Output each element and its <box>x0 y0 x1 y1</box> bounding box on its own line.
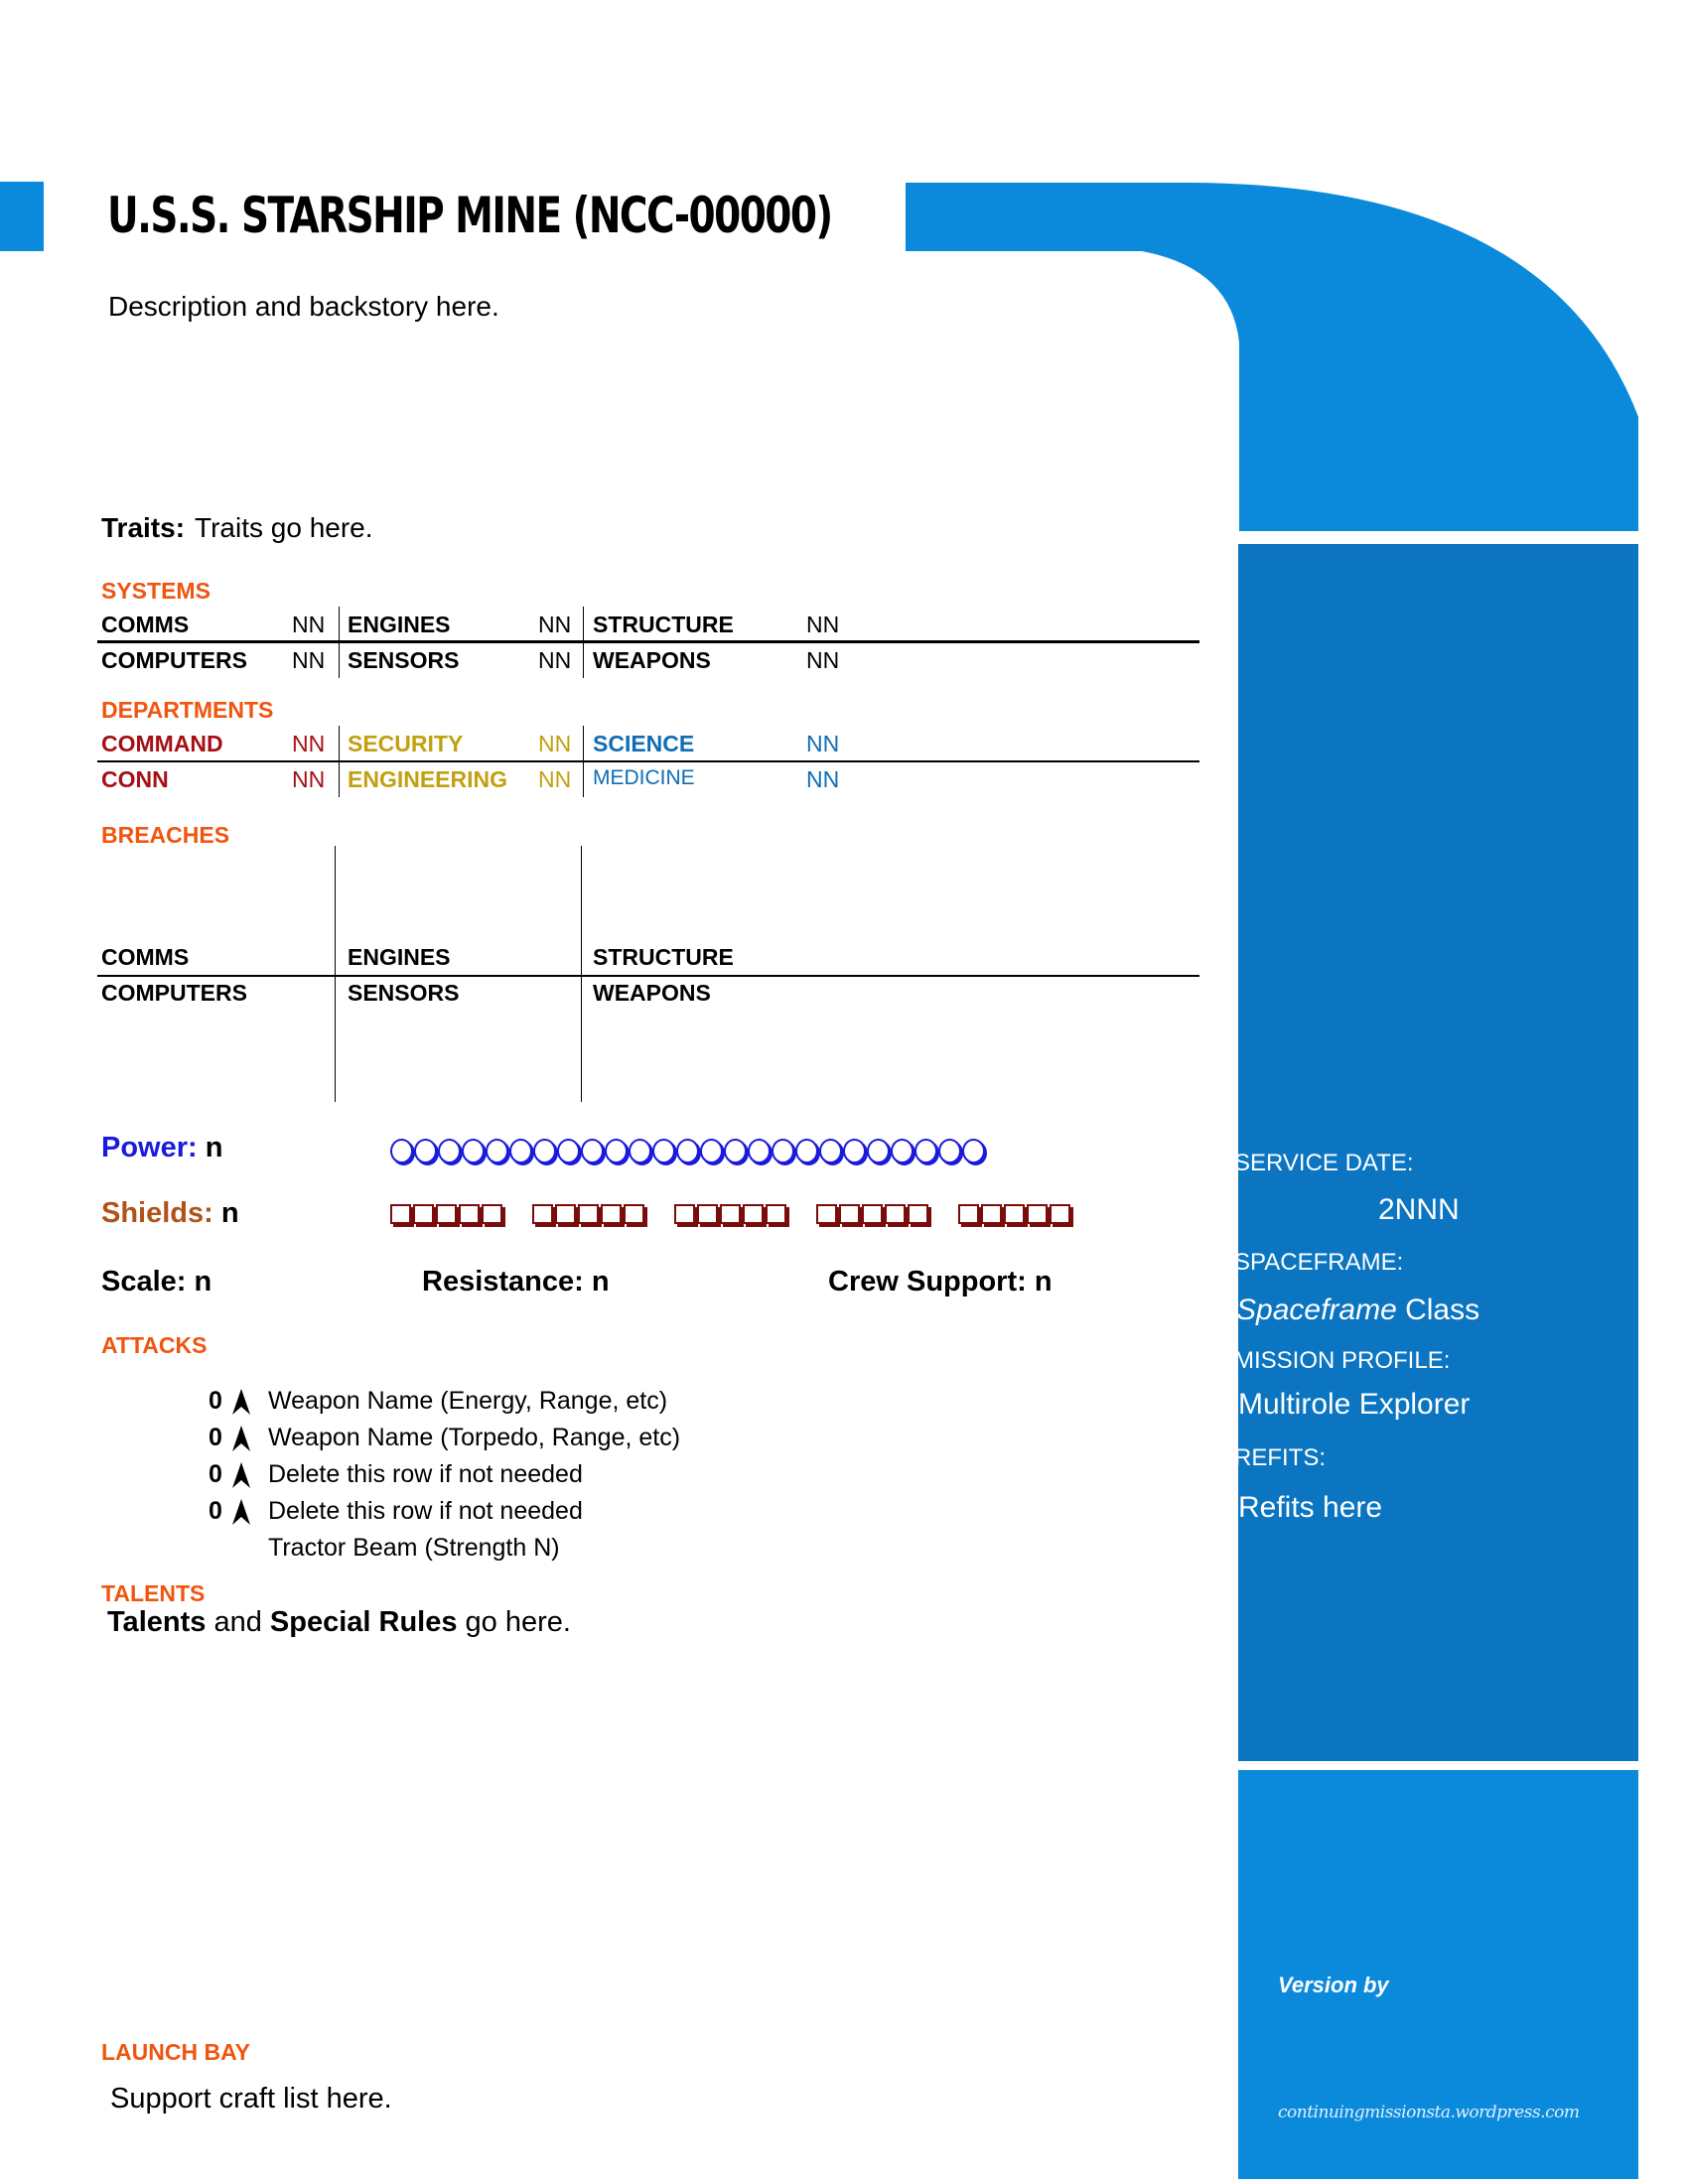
shield-group <box>958 1204 1070 1224</box>
delta-icon <box>232 1462 250 1488</box>
department-name: SECURITY <box>348 731 464 756</box>
header-elbow-frame <box>894 179 1648 536</box>
power-pip[interactable] <box>486 1139 508 1163</box>
department-name: MEDICINE <box>593 766 695 789</box>
shield-checkbox[interactable] <box>578 1204 599 1224</box>
delta-icon <box>232 1389 250 1415</box>
attack-dice: 0 <box>209 1497 222 1525</box>
attack-dice: 0 <box>209 1387 222 1415</box>
system-name: COMPUTERS <box>101 647 247 673</box>
launch-bay-text: Support craft list here. <box>110 2083 392 2115</box>
spaceframe-label: SPACEFRAME: <box>1234 1249 1404 1276</box>
launch-bay-heading: LAUNCH BAY <box>101 2039 250 2065</box>
department-value: NN <box>538 731 572 756</box>
ship-title: U.S.S. STARSHIP MINE (NCC-00000) <box>107 187 832 244</box>
shield-checkbox[interactable] <box>839 1204 860 1224</box>
breaches-divider <box>97 975 1199 977</box>
department-name: SCIENCE <box>593 731 695 756</box>
scale-label: Scale: <box>101 1266 187 1297</box>
shield-checkbox[interactable] <box>436 1204 457 1224</box>
system-name: ENGINES <box>348 612 451 637</box>
shield-checkbox[interactable] <box>697 1204 718 1224</box>
department-name: COMMAND <box>101 731 223 756</box>
power-pip[interactable] <box>843 1139 866 1163</box>
department-value: NN <box>292 766 326 792</box>
talents-heading: TALENTS <box>101 1580 206 1606</box>
shields-value: n <box>220 1197 239 1229</box>
shield-checkbox[interactable] <box>981 1204 1002 1224</box>
attack-name: Tractor Beam (Strength N) <box>268 1534 560 1562</box>
power-pip[interactable] <box>772 1139 794 1163</box>
attack-dice: 0 <box>209 1424 222 1451</box>
shield-group <box>674 1204 786 1224</box>
power-pip[interactable] <box>605 1139 628 1163</box>
column-divider <box>583 726 584 797</box>
system-value: NN <box>538 612 572 637</box>
power-pip[interactable] <box>676 1139 699 1163</box>
power-pip[interactable] <box>914 1139 937 1163</box>
shield-checkbox[interactable] <box>1050 1204 1070 1224</box>
power-pip[interactable] <box>938 1139 961 1163</box>
system-value: NN <box>806 612 840 637</box>
traits-label: Traits: <box>101 512 186 543</box>
special-rules-bold: Special Rules <box>269 1606 458 1638</box>
power-pip[interactable] <box>652 1139 675 1163</box>
resistance-stat <box>422 1266 610 1298</box>
talents-bold: Talents <box>107 1606 207 1638</box>
system-name: STRUCTURE <box>593 612 734 637</box>
shield-checkbox[interactable] <box>958 1204 979 1224</box>
traits-value: Traits go here. <box>195 512 373 543</box>
power-track <box>390 1139 985 1163</box>
department-name: ENGINEERING <box>348 766 508 792</box>
shield-checkbox[interactable] <box>601 1204 622 1224</box>
power-pip[interactable] <box>700 1139 723 1163</box>
shield-checkbox[interactable] <box>555 1204 576 1224</box>
shield-group <box>532 1204 644 1224</box>
systems-divider <box>97 640 1199 643</box>
department-value: NN <box>292 731 326 756</box>
system-value: NN <box>292 612 326 637</box>
column-divider <box>335 846 336 1102</box>
traits-line <box>101 512 373 544</box>
talents-text <box>107 1606 571 1639</box>
power-pip[interactable] <box>581 1139 604 1163</box>
shield-checkbox[interactable] <box>482 1204 502 1224</box>
talents-text-tail: go here. <box>457 1606 571 1638</box>
column-divider <box>339 726 340 797</box>
power-pip[interactable] <box>819 1139 842 1163</box>
shield-checkbox[interactable] <box>390 1204 411 1224</box>
column-divider <box>581 846 582 1102</box>
shield-checkbox[interactable] <box>624 1204 644 1224</box>
service-date-value: 2NNN <box>1378 1193 1460 1226</box>
breach-system: STRUCTURE <box>593 944 734 970</box>
attacks-heading: ATTACKS <box>101 1332 208 1358</box>
shields-stat <box>101 1197 239 1230</box>
shield-checkbox[interactable] <box>908 1204 928 1224</box>
shield-checkbox[interactable] <box>885 1204 906 1224</box>
power-pip[interactable] <box>629 1139 651 1163</box>
resistance-value: n <box>591 1266 610 1297</box>
mission-profile-label: MISSION PROFILE: <box>1234 1347 1451 1374</box>
scale-value: n <box>194 1266 212 1297</box>
breach-system: SENSORS <box>348 980 460 1006</box>
column-divider <box>339 607 340 678</box>
department-name: CONN <box>101 766 169 792</box>
power-pip[interactable] <box>557 1139 580 1163</box>
department-value: NN <box>806 766 840 792</box>
power-value: n <box>205 1132 223 1163</box>
systems-heading: SYSTEMS <box>101 578 211 604</box>
power-pip[interactable] <box>724 1139 747 1163</box>
spaceframe-italic: Spaceframe <box>1236 1294 1397 1326</box>
crew-support-stat <box>828 1266 1053 1298</box>
shield-checkbox[interactable] <box>743 1204 764 1224</box>
breach-system: ENGINES <box>348 944 451 970</box>
shield-checkbox[interactable] <box>1027 1204 1048 1224</box>
breach-system: COMPUTERS <box>101 980 247 1006</box>
left-header-tab <box>0 182 44 251</box>
spaceframe-suffix: Class <box>1396 1294 1480 1326</box>
power-pip[interactable] <box>509 1139 532 1163</box>
shield-checkbox[interactable] <box>674 1204 695 1224</box>
department-value: NN <box>538 766 572 792</box>
resistance-label: Resistance: <box>422 1266 584 1297</box>
power-stat <box>101 1132 222 1164</box>
version-by: Version by <box>1278 1973 1389 1997</box>
crew-support-label: Crew Support: <box>828 1266 1027 1297</box>
ship-description: Description and backstory here. <box>108 291 499 322</box>
spaceframe-value <box>1236 1294 1479 1327</box>
shields-track <box>390 1204 1070 1224</box>
column-divider <box>583 607 584 678</box>
departments-divider <box>97 760 1199 762</box>
website-link[interactable]: continuingmissionsta.wordpress.com <box>1278 2103 1580 2122</box>
scale-stat <box>101 1266 211 1298</box>
shields-label: Shields: <box>101 1197 213 1229</box>
attack-name: Delete this row if not needed <box>268 1497 583 1525</box>
system-value: NN <box>806 647 840 673</box>
breach-system: WEAPONS <box>593 980 711 1006</box>
power-pip[interactable] <box>891 1139 914 1163</box>
power-pip[interactable] <box>414 1139 437 1163</box>
power-pip[interactable] <box>533 1139 556 1163</box>
attack-dice: 0 <box>209 1460 222 1488</box>
attack-name: Weapon Name (Energy, Range, etc) <box>268 1387 668 1415</box>
shield-checkbox[interactable] <box>816 1204 837 1224</box>
department-value: NN <box>806 731 840 756</box>
shield-checkbox[interactable] <box>532 1204 553 1224</box>
attack-name: Weapon Name (Torpedo, Range, etc) <box>268 1424 681 1451</box>
system-value: NN <box>538 647 572 673</box>
attack-name: Delete this row if not needed <box>268 1460 583 1488</box>
shield-group <box>390 1204 502 1224</box>
power-pip[interactable] <box>867 1139 890 1163</box>
system-name: SENSORS <box>348 647 460 673</box>
power-pip[interactable] <box>962 1139 985 1163</box>
system-name: WEAPONS <box>593 647 711 673</box>
shield-checkbox[interactable] <box>1004 1204 1025 1224</box>
service-date-label: SERVICE DATE: <box>1234 1150 1414 1176</box>
power-pip[interactable] <box>795 1139 818 1163</box>
crew-support-value: n <box>1034 1266 1053 1297</box>
breaches-heading: BREACHES <box>101 822 230 848</box>
power-pip[interactable] <box>462 1139 485 1163</box>
power-pip[interactable] <box>390 1139 413 1163</box>
mission-profile-value: Multirole Explorer <box>1238 1388 1471 1421</box>
power-pip[interactable] <box>438 1139 461 1163</box>
shield-checkbox[interactable] <box>862 1204 883 1224</box>
refits-value: Refits here <box>1238 1491 1383 1524</box>
shield-checkbox[interactable] <box>766 1204 786 1224</box>
delta-icon <box>232 1426 250 1451</box>
talents-text-mid: and <box>206 1606 270 1638</box>
shield-group <box>816 1204 928 1224</box>
delta-icon <box>232 1499 250 1525</box>
shield-checkbox[interactable] <box>413 1204 434 1224</box>
breach-system: COMMS <box>101 944 190 970</box>
refits-label: REFITS: <box>1234 1444 1327 1471</box>
shield-checkbox[interactable] <box>720 1204 741 1224</box>
system-value: NN <box>292 647 326 673</box>
power-label: Power: <box>101 1132 198 1163</box>
power-pip[interactable] <box>748 1139 771 1163</box>
system-name: COMMS <box>101 612 190 637</box>
shield-checkbox[interactable] <box>459 1204 480 1224</box>
departments-heading: DEPARTMENTS <box>101 697 274 723</box>
